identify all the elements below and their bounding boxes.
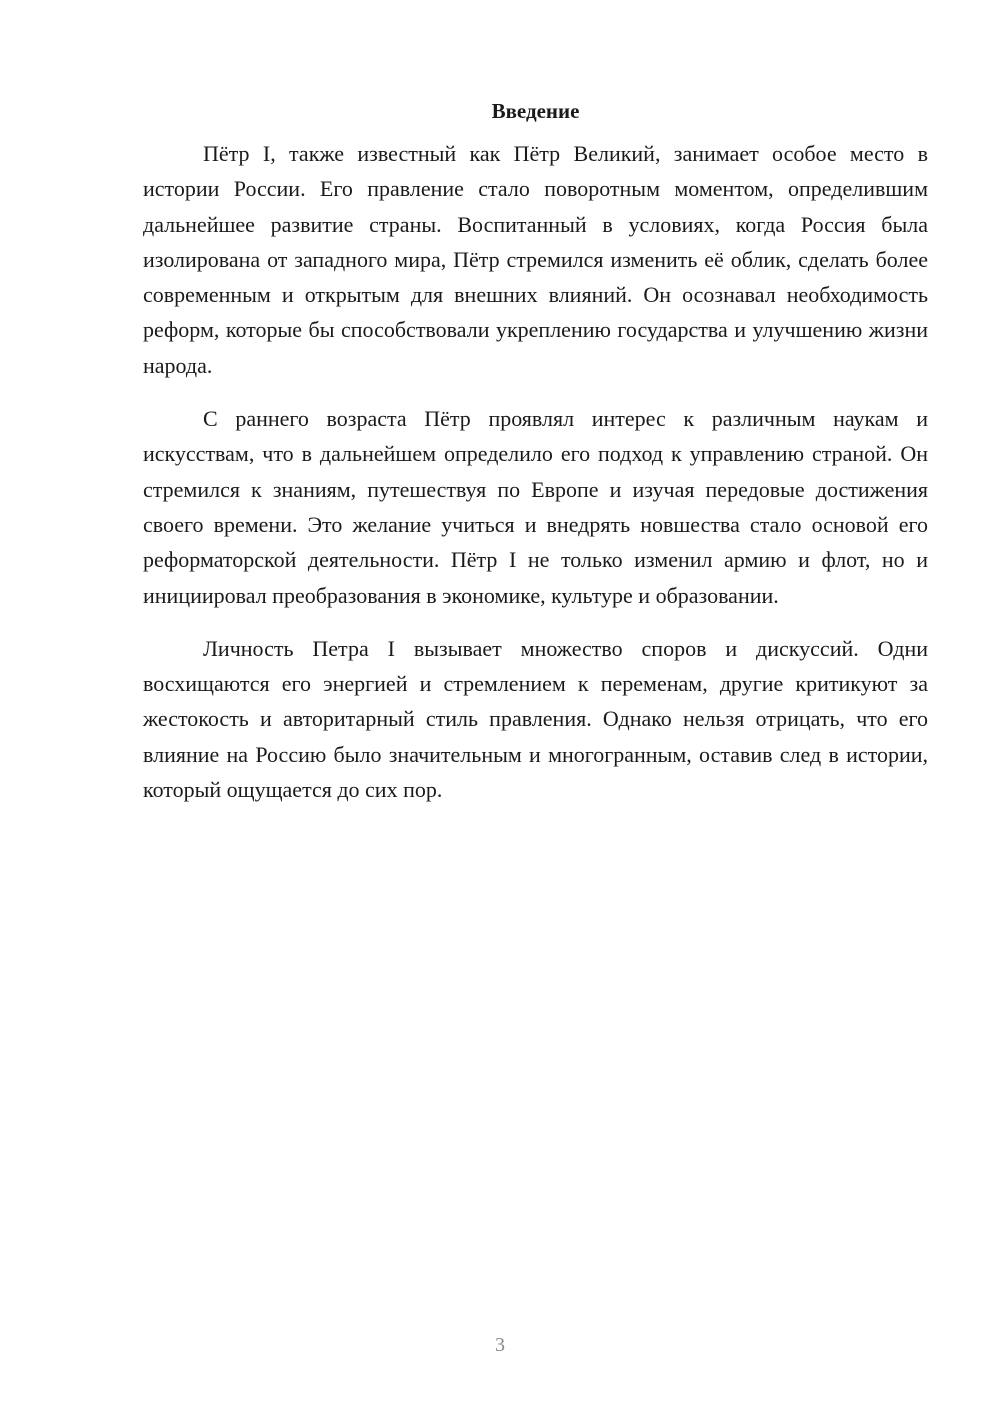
paragraph-1: Пётр I, также известный как Пётр Великий, занимает особое место в истории России. Его правление стало поворотным моментом, определившим дальнейшее развитие страны. Воспитанный в условиях, когда Россия была изолирована от западного мира, Пётр стремился изменить её облик, сделать более современным и открытым для внешних влияний. Он осознавал необходимость реформ, которые бы способствовали укреплению государства и улучшению жизни народа.	[143, 141, 928, 378]
section-heading: Введение	[491, 99, 580, 123]
paragraph-2: С раннего возраста Пётр проявлял интерес к различным наукам и искусствам, что в дальнейшем определило его подход к управлению страной. Он стремился к знаниям, путешествуя по Европе и изучая передовые достижения своего времени. Это желание учиться и внедрять новшества стало основой его реформаторской деятельности. Пётр I не только изменил армию и флот, но и инициировал преобразования в экономике, культуре и образовании.	[143, 406, 928, 608]
page-content	[143, 96, 928, 825]
paragraph-3: Личность Петра I вызывает множество споров и дискуссий. Одни восхищаются его энергией и стремлением к переменам, другие критикуют за жестокость и авторитарный стиль правления. Однако нельзя отрицать, что его влияние на Россию было значительным и многогранным, оставив след в истории, который ощущается до сих пор.	[143, 635, 928, 803]
page-number: 3	[495, 1334, 505, 1356]
